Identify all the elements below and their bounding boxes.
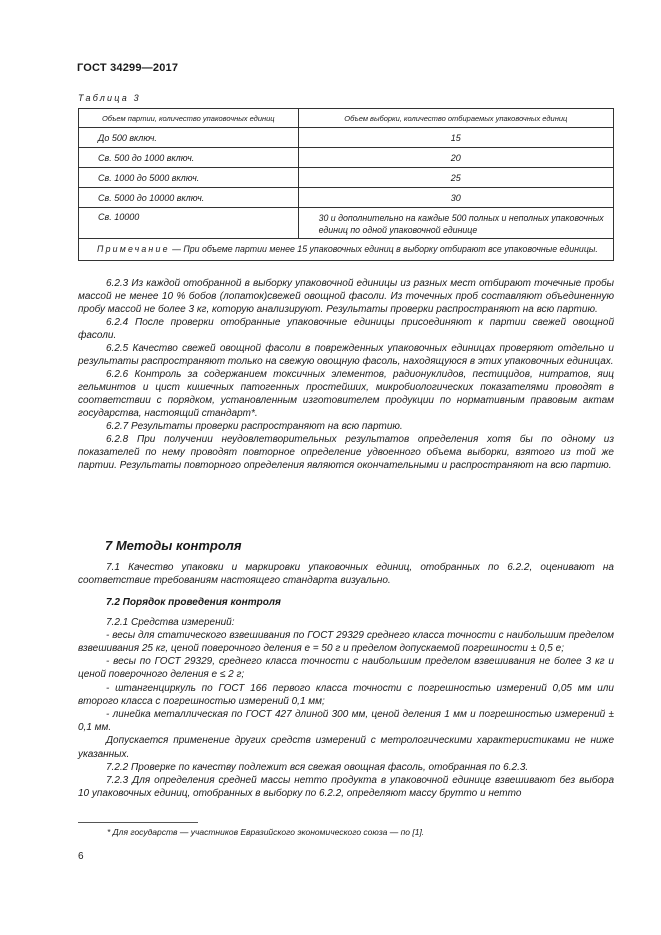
paragraph-6-2-8: 6.2.8 При получении неудовлетворительных результатов определения хотя бы по одному из показателей по нему проводят повторное определение удвоенного объема выборки, взятого из той же партии. Результаты повторного определения являются окончательными и распространяют на всю партию.: [78, 434, 614, 471]
sample-cell: 15: [298, 128, 613, 148]
paragraph-6-2-4: 6.2.4 После проверки отобранные упаковочные единицы присоединяют к партии свежей овощной фасоли.: [78, 317, 614, 341]
paragraph-7-2-1: 7.2.1 Средства измерений:: [106, 616, 235, 628]
table-row: [79, 128, 614, 148]
sample-size-table: [78, 108, 614, 261]
sample-cell: 30 и дополнительно на каждые 500 полных и неполных упаковочных единиц по одной упаковочной единице: [298, 208, 613, 239]
table-row: [79, 188, 614, 208]
column-header: Объем выборки, количество отбираемых упаковочных единиц: [298, 109, 613, 128]
lot-cell: До 500 включ.: [79, 128, 299, 148]
paragraph-6-2-3: 6.2.3 Из каждой отобранной в выборку упаковочной единицы из разных мест отбирают точечные пробы массой не менее 10 % бобов (лопаток)свежей овощной фасоли. Из точечных проб составляют объединенную пробу массой не более 3 кг, которую анализируют. Результаты проверки распространяют на всю партию.: [78, 278, 614, 315]
table-header-row: [79, 109, 614, 128]
table-note: [79, 239, 614, 261]
list-item: - штангенциркуль по ГОСТ 166 первого класса точности с погрешностью измерений 0,05 мм или второго класса с погрешностью измерений 0,1 мм;: [78, 682, 614, 707]
table-note-row: [79, 239, 614, 261]
lot-cell: Св. 1000 до 5000 включ.: [79, 168, 299, 188]
footnote: * Для государств — участников Евразийского экономического союза — по [1].: [107, 827, 425, 837]
paragraph-6-2-6: 6.2.6 Контроль за содержанием токсичных элементов, радионуклидов, пестицидов, нитратов, яиц гельминтов и цист кишечных патогенных простейших, микробиологических показателями проводят в соответствии с порядком, установленным изготовителем продукции по нормативным правовым актам государства, настоящий стандарт*.: [78, 369, 614, 419]
column-header: Объем партии, количество упаковочных единиц: [79, 109, 299, 128]
list-item: - линейка металлическая по ГОСТ 427 длиной 300 мм, ценой деления 1 мм и погрешностью измерений ± 0,1 мм.: [78, 709, 614, 734]
paragraph-6-2-5: 6.2.5 Качество свежей овощной фасоли в поврежденных упаковочных единицах проверяют отдельно и результаты распространяют только на свежую овощную фасоль, находящуюся в этих упаковочных единицах.: [78, 343, 614, 367]
page-number: 6: [78, 851, 84, 862]
paragraph-6-2-7: 6.2.7 Результаты проверки распространяют на всю партию.: [106, 421, 403, 432]
table-row: [79, 168, 614, 188]
table-caption: Таблица 3: [78, 93, 141, 103]
sample-cell: 25: [298, 168, 613, 188]
lot-cell: Св. 500 до 1000 включ.: [79, 148, 299, 168]
sample-cell: 20: [298, 148, 613, 168]
lot-cell: Св. 10000: [79, 208, 299, 239]
section-6-paragraphs: [78, 277, 614, 472]
list-item: - весы по ГОСТ 29329, среднего класса точности с наибольшим пределом взвешивания не более 3 кг и ценой поверочного деления e ≤ 2 г;: [78, 656, 614, 681]
section-7-heading: 7 Методы контроля: [105, 538, 242, 553]
paragraph-7-2-2: 7.2.2 Проверке по качеству подлежит вся свежая овощная фасоль, отобранная по 6.2.3.: [106, 761, 529, 773]
paragraph-7-1: 7.1 Качество упаковки и маркировки упаковочных единиц, отобранных по 6.2.2, оценивают на соответствие требованиям настоящего стандарта визуально.: [78, 562, 614, 587]
table-row: [79, 208, 614, 239]
standard-header: ГОСТ 34299—2017: [77, 62, 179, 74]
paragraph-allowed: Допускается применение других средств измерений с метрологическими характеристиками не ниже указанных.: [78, 735, 614, 760]
section-7-body: [78, 561, 614, 800]
table-row: [79, 148, 614, 168]
paragraph-7-2-3: 7.2.3 Для определения средней массы нетто продукта в упаковочной единице взвешивают без выбора 10 упаковочных единиц, отобранных в выборку по 6.2.2, определяют массу брутто и нетто: [78, 775, 614, 800]
subsection-7-2-heading: 7.2 Порядок проведения контроля: [106, 597, 281, 609]
sample-cell: 30: [298, 188, 613, 208]
note-text: — При объеме партии менее 15 упаковочных единиц в выборку отбирают все упаковочные единицы.: [169, 244, 598, 254]
lot-cell: Св. 5000 до 10000 включ.: [79, 188, 299, 208]
list-item: - весы для статического взвешивания по ГОСТ 29329 среднего класса точности с наибольшим пределом взвешивания 25 кг, ценой поверочного деления e = 50 г и пределом допускаемой погрешности ± 0,5 e;: [78, 629, 614, 655]
note-label: Примечание: [97, 244, 170, 254]
footnote-divider: [78, 822, 198, 823]
